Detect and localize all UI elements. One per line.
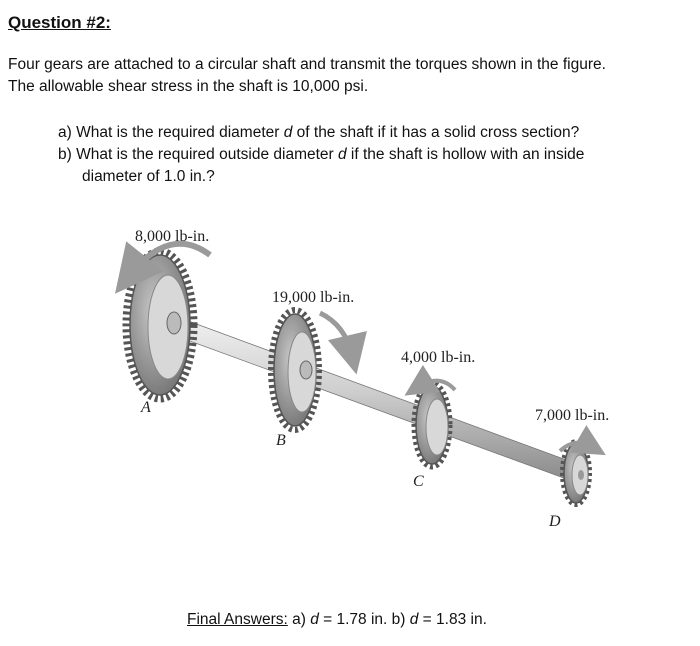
shaft-diagram — [0, 215, 700, 545]
gear-letter-a: A — [141, 399, 151, 416]
problem-statement — [8, 54, 698, 98]
question-parts — [58, 122, 584, 188]
part-b-text-end: if the shaft is hollow with an inside — [346, 146, 585, 163]
torque-label-c: 4,000 lb-in. — [401, 349, 476, 366]
torque-label-b: 19,000 lb-in. — [272, 289, 355, 306]
answer-a-value: = 1.78 in. — [318, 611, 388, 628]
part-a-variable: d — [283, 124, 293, 141]
torque-arrow-b — [320, 313, 352, 355]
gear-letter-d: D — [549, 513, 561, 530]
gear-shaft-figure — [0, 215, 700, 545]
part-b-variable: d — [338, 146, 347, 163]
answer-b-value: = 1.83 in. — [418, 611, 487, 628]
intro-line-2: The allowable shear stress in the shaft is 10,000 psi. — [8, 78, 369, 95]
part-a-text-end: of the shaft if it has a solid cross section? — [292, 124, 580, 141]
gear-a — [126, 251, 194, 399]
answer-b-prefix: b) — [387, 611, 410, 628]
gear-d — [562, 441, 590, 505]
torque-label-d: 7,000 lb-in. — [535, 407, 610, 424]
intro-line-1: Four gears are attached to a circular shaft and transmit the torques shown in the figure. — [8, 56, 606, 73]
answer-a-prefix: a) — [287, 611, 311, 628]
part-b — [58, 144, 584, 166]
shaft — [168, 315, 580, 481]
gear-b — [271, 310, 319, 430]
gear-letter-b: B — [276, 432, 286, 449]
torque-label-a: 8,000 lb-in. — [135, 228, 210, 245]
gear-letter-c: C — [413, 473, 424, 490]
final-answers — [187, 611, 487, 629]
part-a-text-start: a) What is the required diameter — [58, 124, 284, 141]
part-b-text-start: b) What is the required outside diameter — [58, 146, 338, 163]
part-b-line-2: diameter of 1.0 in.? — [82, 168, 215, 185]
final-answers-label: Final Answers: — [187, 611, 288, 628]
answer-a-variable: d — [310, 611, 319, 628]
answer-b-variable: d — [409, 611, 419, 628]
gear-c — [414, 383, 450, 467]
part-a — [58, 122, 584, 144]
question-heading: Question #2: — [8, 13, 111, 32]
